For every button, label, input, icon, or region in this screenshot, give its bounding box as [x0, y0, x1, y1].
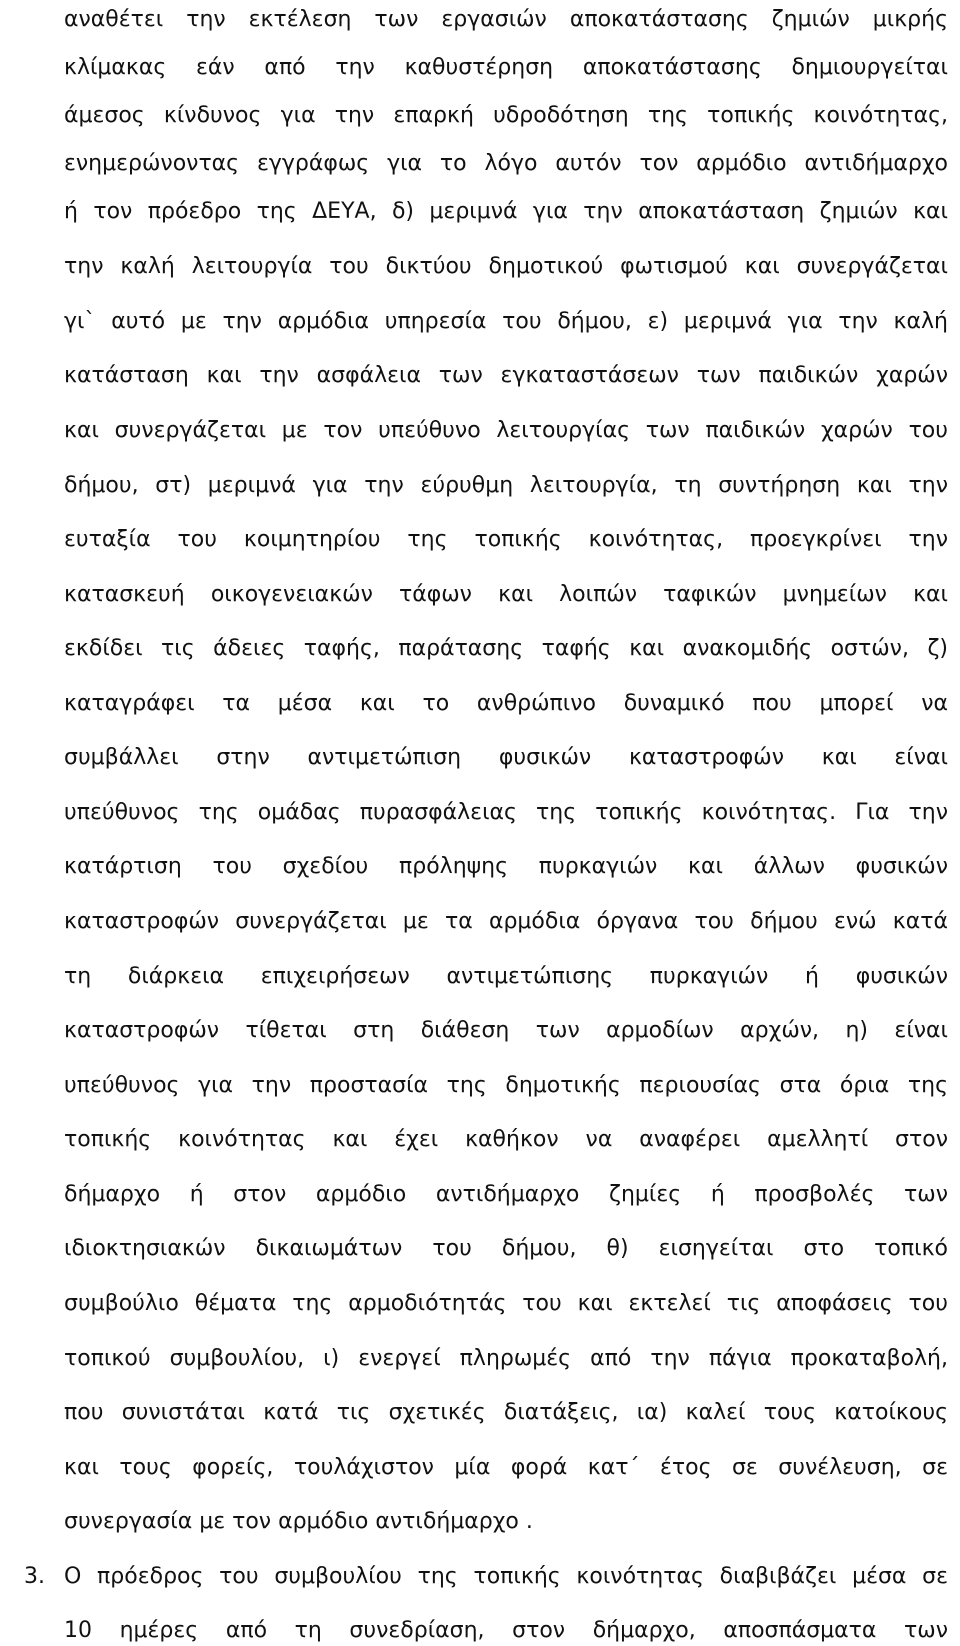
paragraph-line: καταστροφών συνεργάζεται με τα αρμόδια όργανα του δήμου ενώ κατά — [64, 909, 948, 934]
paragraph-line: τοπικής κοινότητας και έχει καθήκον να αναφέρει αμελλητί στον — [64, 1127, 948, 1152]
paragraph-line: υπεύθυνος για την προστασία της δημοτικής περιουσίας στα όρια της — [64, 1073, 948, 1098]
paragraph-line: συμβάλλει στην αντιμετώπιση φυσικών καταστροφών και είναι — [64, 745, 948, 770]
paragraph-line: ευταξία του κοιμητηρίου της τοπικής κοινότητας, προεγκρίνει την — [64, 527, 948, 552]
paragraph-line: εκδίδει τις άδειες ταφής, παράτασης ταφής και ανακομιδής οστών, ζ) — [64, 636, 948, 661]
paragraph-line: συνεργασία με τον αρμόδιο αντιδήμαρχο . — [64, 1509, 533, 1534]
paragraph-line: καταστροφών τίθεται στη διάθεση των αρμοδίων αρχών, η) είναι — [64, 1018, 948, 1043]
paragraph-line: και συνεργάζεται με τον υπεύθυνο λειτουργίας των παιδικών χαρών του — [64, 418, 948, 443]
paragraph-line: κατάρτιση του σχεδίου πρόληψης πυρκαγιών και άλλων φυσικών — [64, 854, 948, 879]
paragraph-line: κατάσταση και την ασφάλεια των εγκαταστάσεων των παιδικών χαρών — [64, 363, 948, 388]
paragraph-line: κατασκευή οικογενειακών τάφων και λοιπών ταφικών μνημείων και — [64, 582, 948, 607]
paragraph-line: τοπικού συμβουλίου, ι) ενεργεί πληρωμές από την πάγια προκαταβολή, — [64, 1346, 948, 1371]
paragraph-line: ή τον πρόεδρο της ΔΕΥΑ, δ) μεριμνά για την αποκατάσταση ζημιών και — [64, 199, 948, 224]
paragraph-line: γι` αυτό με την αρμόδια υπηρεσία του δήμου, ε) μεριμνά για την καλή — [64, 309, 948, 334]
paragraph-line: ιδιοκτησιακών δικαιωμάτων του δήμου, θ) εισηγείται στο τοπικό — [64, 1236, 948, 1261]
paragraph-line: που συνιστάται κατά τις σχετικές διατάξεις, ια) καλεί τους κατοίκους — [64, 1400, 948, 1425]
paragraph-line: δήμαρχο ή στον αρμόδιο αντιδήμαρχο ζημίες ή προσβολές των — [64, 1182, 948, 1207]
paragraph-line: και τους φορείς, τουλάχιστον μία φορά κατ΄ έτος σε συνέλευση, σε — [64, 1455, 948, 1480]
list-item-number: 3. — [24, 1564, 45, 1589]
list-item-line: Ο πρόεδρος του συμβουλίου της τοπικής κοινότητας διαβιβάζει μέσα σε — [64, 1564, 948, 1589]
list-item-line: 10 ημέρες από τη συνεδρίαση, στον δήμαρχο, αποσπάσματα των — [64, 1618, 948, 1643]
paragraph-line: κλίμακας εάν από την καθυστέρηση αποκατάστασης δημιουργείται — [64, 55, 948, 80]
paragraph-line: υπεύθυνος της ομάδας πυρασφάλειας της τοπικής κοινότητας. Για την — [64, 800, 948, 825]
paragraph-line: δήμου, στ) μεριμνά για την εύρυθμη λειτουργία, τη συντήρηση και την — [64, 473, 948, 498]
paragraph-line: άμεσος κίνδυνος για την επαρκή υδροδότηση της τοπικής κοινότητας, — [64, 103, 948, 128]
paragraph-line: συμβούλιο θέματα της αρμοδιότητάς του και εκτελεί τις αποφάσεις του — [64, 1291, 948, 1316]
paragraph-line: καταγράφει τα μέσα και το ανθρώπινο δυναμικό που μπορεί να — [64, 691, 948, 716]
paragraph-line: την καλή λειτουργία του δικτύου δημοτικού φωτισμού και συνεργάζεται — [64, 254, 948, 279]
paragraph-line: τη διάρκεια επιχειρήσεων αντιμετώπισης πυρκαγιών ή φυσικών — [64, 964, 948, 989]
paragraph-line: αναθέτει την εκτέλεση των εργασιών αποκατάστασης ζημιών μικρής — [64, 7, 948, 32]
paragraph-line: ενημερώνοντας εγγράφως για το λόγο αυτόν τον αρμόδιο αντιδήμαρχο — [64, 151, 948, 176]
